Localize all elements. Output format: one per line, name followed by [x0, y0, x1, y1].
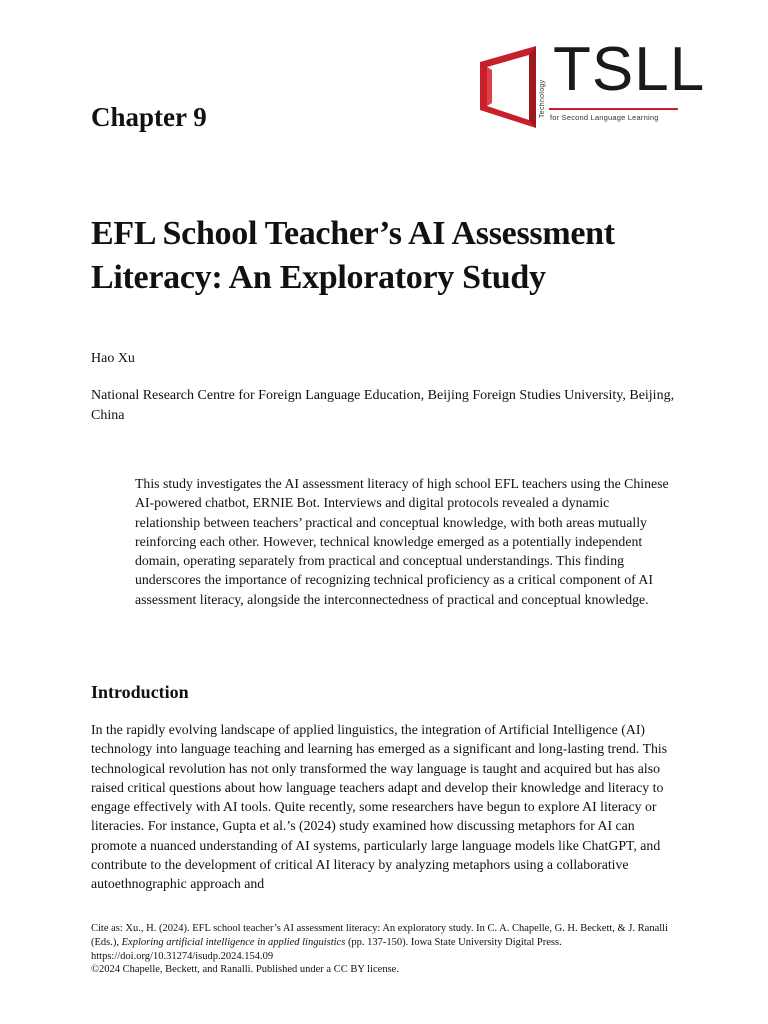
abstract: This study investigates the AI assessment literacy of high school EFL teachers using the Chinese AI-powered chatbot, ERNIE Bot. Interviews and digital protocols revealed a dynamic relationship between teachers’ practical and conceptual knowledge, with both areas mutually reinforcing each other. However, technical knowledge emerged as a potentially independent domain, operating separately from practical and conceptual understandings. This finding underscores the importance of recognizing technical proficiency as a critical component of AI assessment literacy, alongside the interconnectedness of practical and conceptual knowledge.: [135, 476, 669, 607]
doi-link[interactable]: https://doi.org/10.31274/isudp.2024.154.09: [91, 950, 274, 962]
copyright-notice: ©2024 Chapelle, Beckett, and Ranalli. Published under a CC BY license.: [91, 964, 399, 976]
logo-subtitle: for Second Language Learning: [550, 113, 659, 122]
author-affiliation: National Research Centre for Foreign Language Education, Beijing Foreign Studies University, Beijing, China: [91, 388, 675, 423]
citation-text: Cite as: Xu., H. (2024). EFL school teacher’s AI assessment literacy: An exploratory study. In C. A. Chapelle, G. H. Beckett, & J. Ranalli (Eds.),: [91, 923, 669, 948]
citation-footnote: [91, 922, 681, 977]
logo-wordmark: TSLL: [553, 35, 706, 104]
chapter-label: Chapter 9: [91, 102, 207, 132]
introduction-paragraph: In the rapidly evolving landscape of applied linguistics, the integration of Artificial Intelligence (AI) technology into language teaching and learning has emerged as a significant and long-lasting trend. This technological revolution has not only transformed the way language is taught and acquired but has also raised critical questions about how language teachers adapt and develop their knowledge and literacy to engage effectively with AI tools. Quite recently, some researchers have begun to explore AI literacy or literacies. For instance, Gupta et al.’s (2024) study examined how discussing metaphors for AI can promote a nuanced understanding of AI systems, particularly large language models like ChatGPT, and contribute to the development of critical AI literacy by analyzing metaphors using a collaborative autoethnographic approach and: [91, 722, 668, 892]
logo-vertical-text: Technology: [539, 79, 546, 118]
logo-rule: [549, 108, 678, 110]
author-name: Hao Xu: [91, 351, 135, 366]
section-heading-introduction: Introduction: [91, 682, 189, 702]
paper-title: EFL School Teacher’s AI Assessment Literacy: An Exploratory Study: [91, 215, 615, 296]
citation-publisher: (pp. 137-150). Iowa State University Digital Press.: [345, 936, 562, 948]
citation-book-title: Exploring artificial intelligence in applied linguistics: [121, 936, 346, 948]
